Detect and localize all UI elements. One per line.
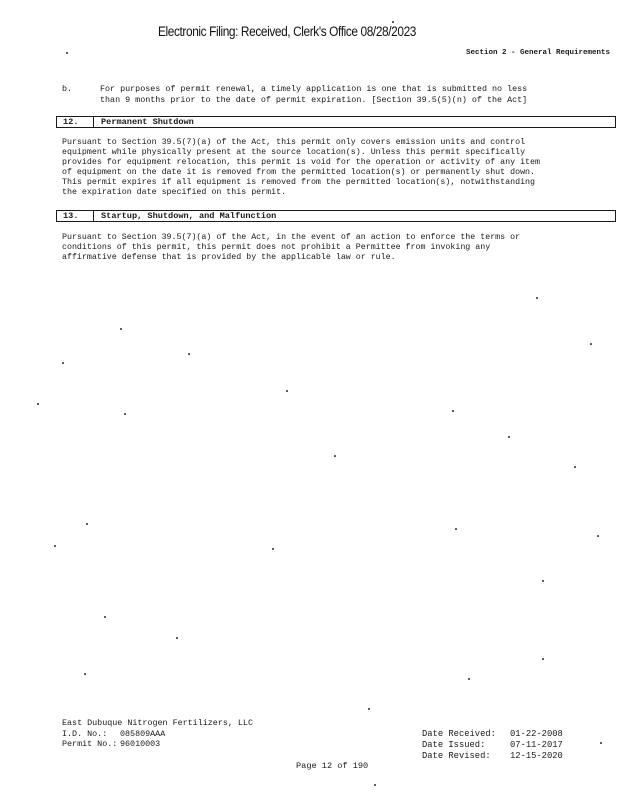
section-13-body: Pursuant to Section 39.5(7)(a) of the Act, in the event of an action to enforce the terms or conditions of this permit, this permit does not prohibit a Permittee from invoking any affirmative defense that is provided by the applicable law or rule. — [62, 233, 521, 262]
scan-speck — [597, 535, 599, 537]
date-issued-label: Date Issued: — [422, 740, 486, 750]
scan-speck — [120, 328, 122, 330]
id-number-row — [62, 729, 253, 740]
scan-speck — [392, 21, 394, 23]
date-revised-label: Date Revised: — [422, 751, 491, 761]
section-12-heading — [56, 116, 616, 128]
scan-speck — [188, 353, 190, 355]
company-name: East Dubuque Nitrogen Fertilizers, LLC — [62, 718, 253, 728]
permit-label: Permit No.: — [62, 739, 118, 749]
footer-source-info — [62, 718, 253, 750]
date-issued-row — [422, 740, 563, 751]
scan-speck — [536, 297, 538, 299]
scan-speck — [574, 466, 576, 468]
date-received-row — [422, 729, 563, 740]
scan-speck — [600, 742, 602, 744]
scan-speck — [84, 673, 86, 675]
date-revised-value: 12-15-2020 — [510, 751, 563, 761]
scan-speck — [368, 708, 370, 710]
scan-speck — [455, 528, 457, 530]
section-number: 13. — [63, 211, 79, 221]
date-issued-value: 07-11-2017 — [510, 740, 563, 750]
scan-speck — [176, 637, 178, 639]
permit-number-row — [62, 739, 253, 750]
id-value: 085809AAA — [120, 728, 166, 739]
item-text: For purposes of permit renewal, a timely application is one that is submitted no less than 9 months prior to the date of permit expiration. [Section 39.5(5)(n) of the Act] — [100, 84, 528, 105]
scan-speck — [286, 390, 288, 392]
heading-divider — [93, 211, 94, 221]
section-12-body: Pursuant to Section 39.5(7)(a) of the Act, this permit only covers emission units and control equipment while physically present at the source location(s). Unless this permit specifically provides for equipment relocation, this permit is void for the operation or activity of any item of equipment on the date it is removed from the permitted location(s) or permanently shut down. This permit expires if all equipment is removed from the permitted location(s), notwithstanding the expiration date specified on this permit. — [62, 138, 540, 197]
scan-speck — [124, 413, 126, 415]
section-title: Permanent Shutdown — [101, 117, 194, 127]
scan-speck — [374, 784, 376, 786]
scan-speck — [542, 580, 544, 582]
scan-speck — [62, 362, 64, 364]
scan-speck — [334, 455, 336, 457]
footer-dates — [422, 729, 563, 762]
section-header: Section 2 - General Requirements — [465, 49, 610, 57]
scan-speck — [66, 52, 68, 54]
scan-speck — [508, 436, 510, 438]
date-revised-row — [422, 751, 563, 762]
permit-value: 96010003 — [120, 739, 161, 749]
heading-divider — [93, 117, 94, 127]
scan-speck — [37, 403, 39, 405]
scan-speck — [452, 410, 454, 412]
item-marker: b. — [62, 84, 73, 94]
permit-renewal-item — [62, 84, 602, 106]
id-label: I.D. No.: — [62, 728, 108, 739]
page-number: Page 12 of 190 — [296, 761, 369, 771]
section-title: Startup, Shutdown, and Malfunction — [101, 211, 277, 221]
section-13-heading — [56, 210, 616, 222]
scan-speck — [468, 678, 470, 680]
date-received-value: 01-22-2008 — [510, 729, 563, 739]
scan-speck — [86, 523, 88, 525]
section-number: 12. — [63, 117, 79, 127]
scan-speck — [542, 658, 544, 660]
scan-speck — [54, 545, 56, 547]
scan-speck — [590, 343, 592, 345]
scan-speck — [272, 548, 274, 550]
scan-speck — [104, 616, 106, 618]
date-received-label: Date Received: — [422, 729, 496, 739]
electronic-filing-stamp: Electronic Filing: Received, Clerk's Office 08/28/2023 — [158, 24, 417, 39]
